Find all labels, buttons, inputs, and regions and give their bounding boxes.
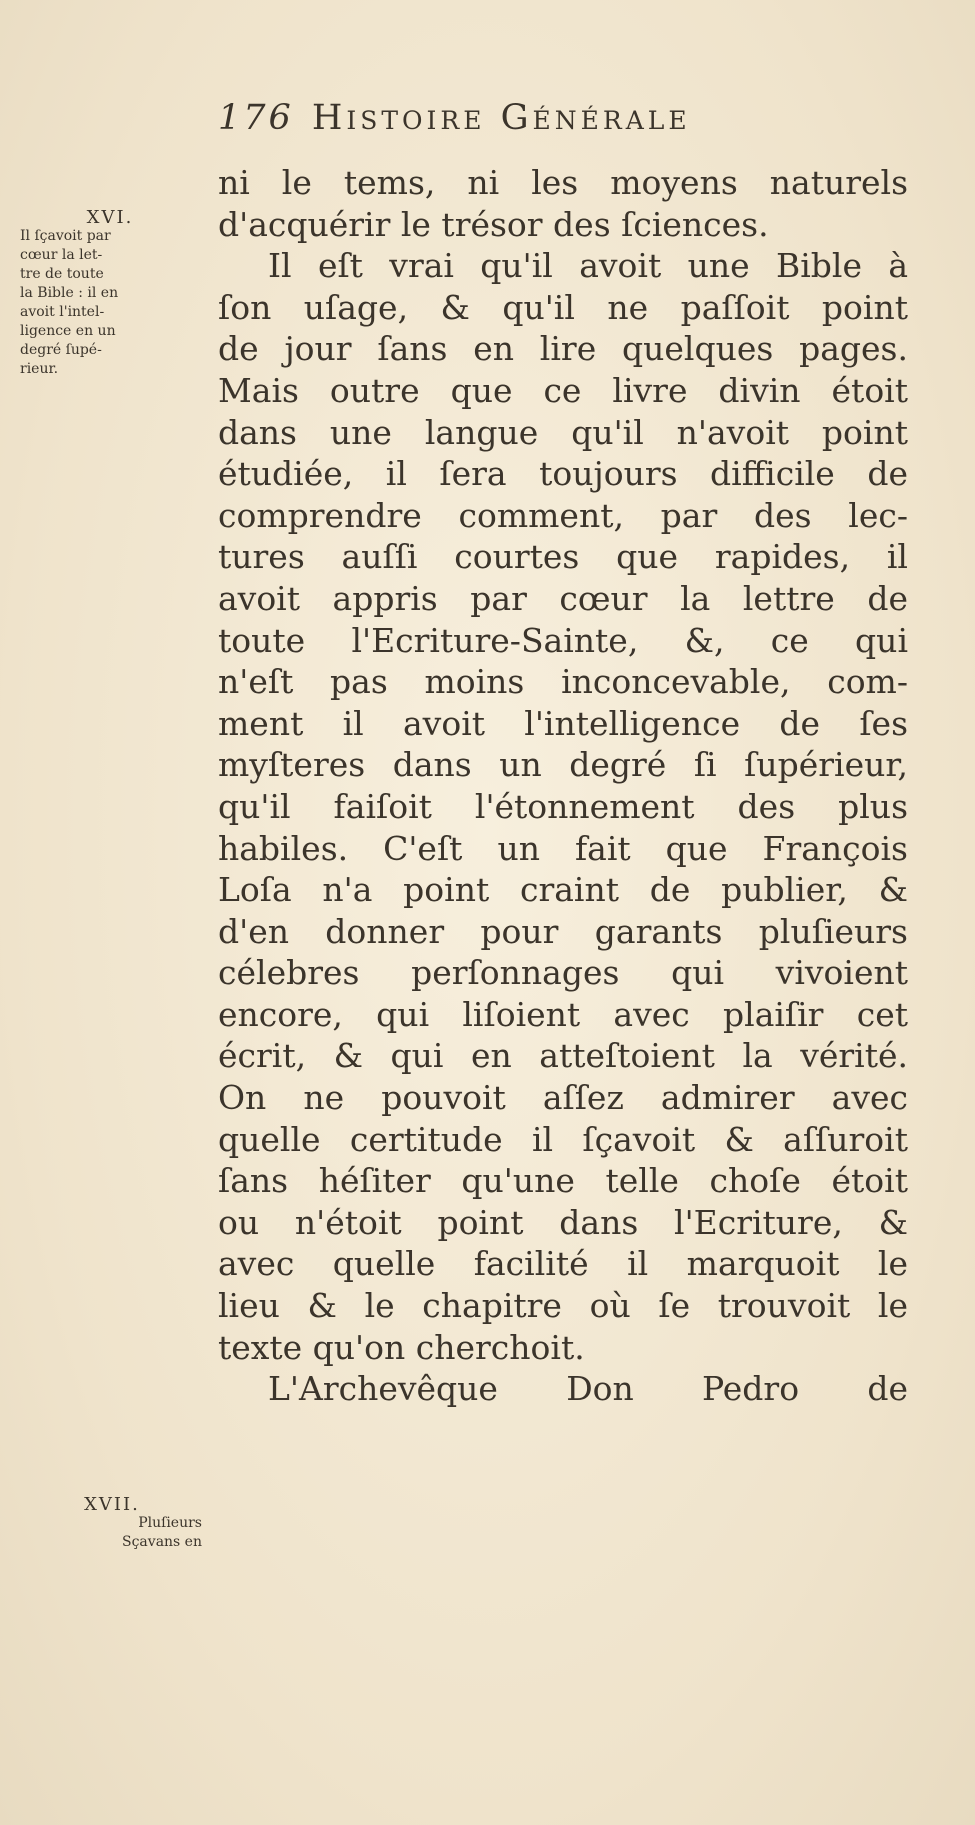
- text-line: On ne pouvoit aſſez admirer avec: [218, 1078, 908, 1118]
- margin-note-line: la Bible : il en: [20, 285, 119, 301]
- margin-note-line: tre de toute: [20, 266, 104, 282]
- text-line: ni le tems, ni les moyens naturels: [218, 163, 908, 202]
- text-line: avec quelle facilité il marquoit le: [218, 1244, 908, 1284]
- text-line: quelle certitude il ſçavoit & aſſuroit: [218, 1119, 908, 1159]
- text-line: célebres perſonnages qui vivoient: [218, 953, 908, 993]
- text-line: myſteres dans un degré ſi ſupérieur,: [218, 745, 908, 785]
- margin-note-line: ligence en un: [20, 323, 116, 339]
- margin-note-line: cœur la let-: [20, 247, 103, 263]
- text-line: encore, qui liſoient avec plaiſir cet: [218, 994, 908, 1034]
- text-line: ment il avoit l'intelligence de ſes: [218, 703, 908, 743]
- running-title: Histoire Générale: [311, 98, 691, 138]
- text-line: n'eſt pas moins inconcevable, com-: [218, 662, 908, 702]
- text-line: Mais outre que ce livre divin étoit: [218, 370, 908, 410]
- text-line: d'en donner pour garants pluſieurs: [218, 911, 908, 951]
- margin-note-xvii: [12, 1495, 212, 1552]
- margin-note-line: avoit l'intel-: [20, 304, 105, 320]
- text-line: dans une langue qu'il n'avoit point: [218, 412, 908, 452]
- margin-note-line: Pluſieurs: [138, 1515, 202, 1531]
- text-line: tures auſſi courtes que rapides, il: [218, 537, 908, 577]
- text-line: ſans héſiter qu'une telle choſe étoit: [218, 1161, 908, 1201]
- text-line: habiles. C'eſt un fait que François: [218, 828, 908, 868]
- text-line: texte qu'on cherchoit.: [218, 1327, 585, 1367]
- text-line: de jour ſans en lire quelques pages.: [218, 329, 908, 369]
- text-line: toute l'Ecriture-Sainte, &, ce qui: [218, 620, 908, 660]
- margin-note-line: degré ſupé-: [20, 342, 102, 358]
- text-line: ſon uſage, & qu'il ne paſſoit point: [218, 287, 908, 327]
- running-head: [218, 98, 850, 138]
- margin-note-line: rieur.: [20, 361, 59, 377]
- text-line: avoit appris par cœur la lettre de: [218, 578, 908, 618]
- text-line: écrit, & qui en atteſtoient la vérité.: [218, 1036, 908, 1076]
- margin-note-line: Il ſçavoit par: [20, 228, 111, 244]
- text-line: Il eſt vrai qu'il avoit une Bible à: [268, 246, 908, 286]
- body-text: [218, 162, 908, 1410]
- margin-note-number: XVI.: [86, 207, 134, 228]
- text-line: d'acquérir le trésor des ſciences.: [218, 204, 769, 244]
- text-line: L'Archevêque Don Pedro de: [268, 1369, 908, 1409]
- text-line: comprendre comment, par des lec-: [218, 495, 908, 535]
- text-line: lieu & le chapitre où ſe trouvoit le: [218, 1286, 908, 1326]
- text-line: ou n'étoit point dans l'Ecriture, &: [218, 1202, 908, 1242]
- margin-note-number: XVII.: [84, 1494, 140, 1515]
- page-number: 176: [218, 98, 294, 138]
- margin-note-line: Sçavans en: [122, 1534, 202, 1550]
- text-line: étudiée, il ſera toujours difficile de: [218, 454, 908, 494]
- margin-note-xvi: [20, 208, 200, 379]
- text-line: Loſa n'a point craint de publier, &: [218, 870, 908, 910]
- text-line: qu'il faiſoit l'étonnement des plus: [218, 786, 908, 826]
